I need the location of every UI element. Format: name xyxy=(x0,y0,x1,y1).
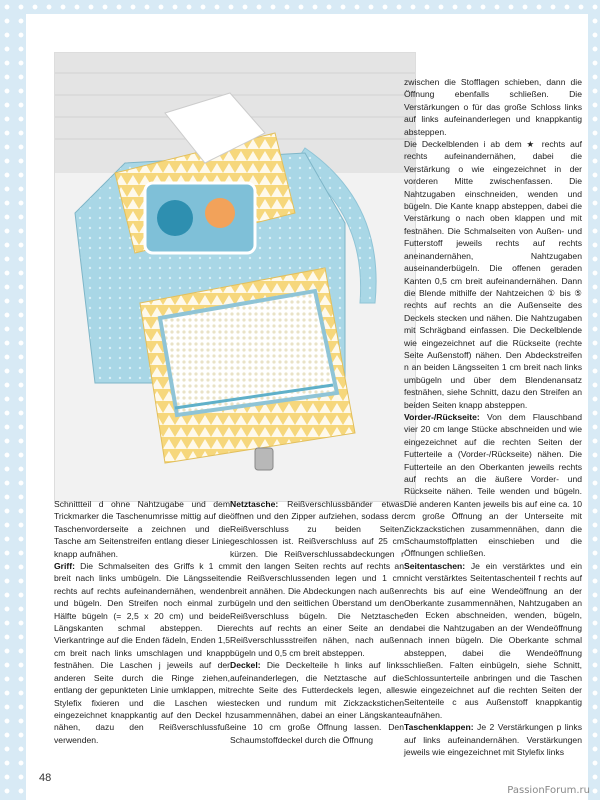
paragraph: Vorder-/Rückseite: Von dem Flauschband vier 20 cm lange Stücke abschneiden und wie eingezeichnet auf die rechten Seiten der Futterteile a (Vorder-/Rückseite) nähen. Die Futterteile an den Oberkanten jeweils rechts auf rechts an die äußere Vorder- und Rückseite nähen. Teile wenden und bügeln. Die anderen Kanten jeweils bis auf eine ca. 10 cm große Öffnung an der Unterseite mit Zickzackstichen zusammennähen, dann die Schaumstoffplatten einschieben und die Öffnungen schließen. xyxy=(404,411,582,559)
paragraph: Deckel: Die Deckelteile h links auf links aufeinanderlegen, die Netztasche auf die rechte Seite des Futterdeckels legen, alles stecken und rundum mit Zickzackstichen zusammennähen, dabei an einer Längskante eine 10 cm große Öffnung lassen. Den Schaumstoffdeckel durch die Öffnung xyxy=(230,660,404,745)
paragraph: Schnittteil d ohne Nahtzugabe und dem Trickmarker die Taschenumrisse mittig auf die Taschenvorderseite a zeichnen und die Tasche am Seitenstreifen entlang dieser Linie knapp aufnähen. xyxy=(54,499,230,559)
bag-photo xyxy=(54,52,416,502)
paragraph: zwischen die Stofflagen schieben, dann die Öffnung ebenfalls schließen. Die Verstärkungen o für das große Schloss links auf links aufeinanderlegen und knappkantig absteppen. xyxy=(404,77,582,137)
paragraph: Netztasche: Reißverschlussbänder etwas öffnen und den Zipper aufziehen, sodass der Reißverschluss zu beiden Seiten geschlossen ist. Reißverschluss auf 25 cm kürzen. Die Reißverschlussabdeckungen r mit den langen Seiten rechts auf rechts an die Reißverschlussenden legen und 1 cm breit annähen. Die Abdeckungen nach außen bügeln und den seitlichen Überstand um den Reißverschluss bügeln. Die Netztasche rechts auf rechts an einer Seite an den Reißverschlussstreifen nähen, nach außen bügeln und 0,5 cm breit absteppen. xyxy=(230,499,404,658)
page-number: 48 xyxy=(39,772,52,784)
paragraph: Griff: Die Schmalseiten des Griffs k 1 cm breit nach links umbügeln. Die Längsseiten rechts auf rechts aufeinandernähen, wenden und bügeln. Den Streifen noch einmal zur Hälfte bügeln (= 2,5 x 20 cm) und beide Längskanten schmal absteppen. Die Vierkantringe auf die Enden fädeln, Enden 1,5 cm breit nach links umschlagen und knapp festnähen. Die Laschen j jeweils auf der anderen Seite durch die Ringe ziehen, entlang der gepunkteten Linie umklappen, mit Stylefix fixieren und die Laschen wie eingezeichnet knappkantig auf den Deckel h nähen, dazu den Reißverschlussfuß verwenden. xyxy=(54,561,230,745)
watermark: PassionForum.ru xyxy=(507,785,590,796)
paragraph: Die Deckelblenden i ab dem ★ rechts auf rechts aufeinandernähen, dabei die Verstärkung o wie eingezeichnet in der vorderen Mitte zwischenfassen. Die Nahtzugaben einschneiden, wenden und bügeln. Die Kante knapp absteppen, dabei die Verstärkung o nach oben klappen und mit festnähen. Die Schmalseiten von Außen- und Futterstoff jeweils rechts auf rechts aneinandernähen, Nahtzugaben auseinanderbügeln. Die offenen geraden Kanten 0,5 cm breit aufeinandernähen. Dann die Blende mithilfe der Nahtzeichen ① bis ⑤ rechts auf rechts an die Außenseite des Deckels stecken und nähen. Die Nahtzugaben mit Schrägband einfassen. Die Deckelblende wie eingezeichnet auf die Rückseite (rechte Seite Außenstoff) nähen. Den Abdeckstreifen n an beiden Längsseiten 1 cm breit nach links umbügeln und über dem Blendenansatz festnähen, siehe Schnitt, dazu den Streifen an beiden Seiten knapp absteppen. xyxy=(404,139,582,410)
text-column-right xyxy=(404,76,582,758)
paragraph: Seitentaschen: Je ein verstärktes und ein nicht verstärktes Seitentaschenteil f rechts auf rechts bis auf eine Wendeöffnung an der Oberkante zusammennähen, Nahtzugaben an den Ecken abschneiden, wenden, bügeln, dabei die Nahtzugaben an der Wendeöffnung nach innen bügeln. Die Oberkante schmal absteppen, dabei die Wendeöffnung schließen. Falten einbügeln, siehe Schnitt, Schlossunterteile anbringen und die Taschen wie eingezeichnet auf die rechten Seiten der Seitenteile c aus Außenstoff knappkantig aufnähen. xyxy=(404,560,582,720)
text-column-left xyxy=(54,498,230,746)
magazine-page xyxy=(26,14,588,800)
text-column-middle xyxy=(230,498,404,746)
paragraph: Taschenklappen: Je 2 Verstärkungen p links auf links aufeinandernähen. Verstärkungen jeweils wie eingezeichnet mit Stylefix links xyxy=(404,722,582,757)
